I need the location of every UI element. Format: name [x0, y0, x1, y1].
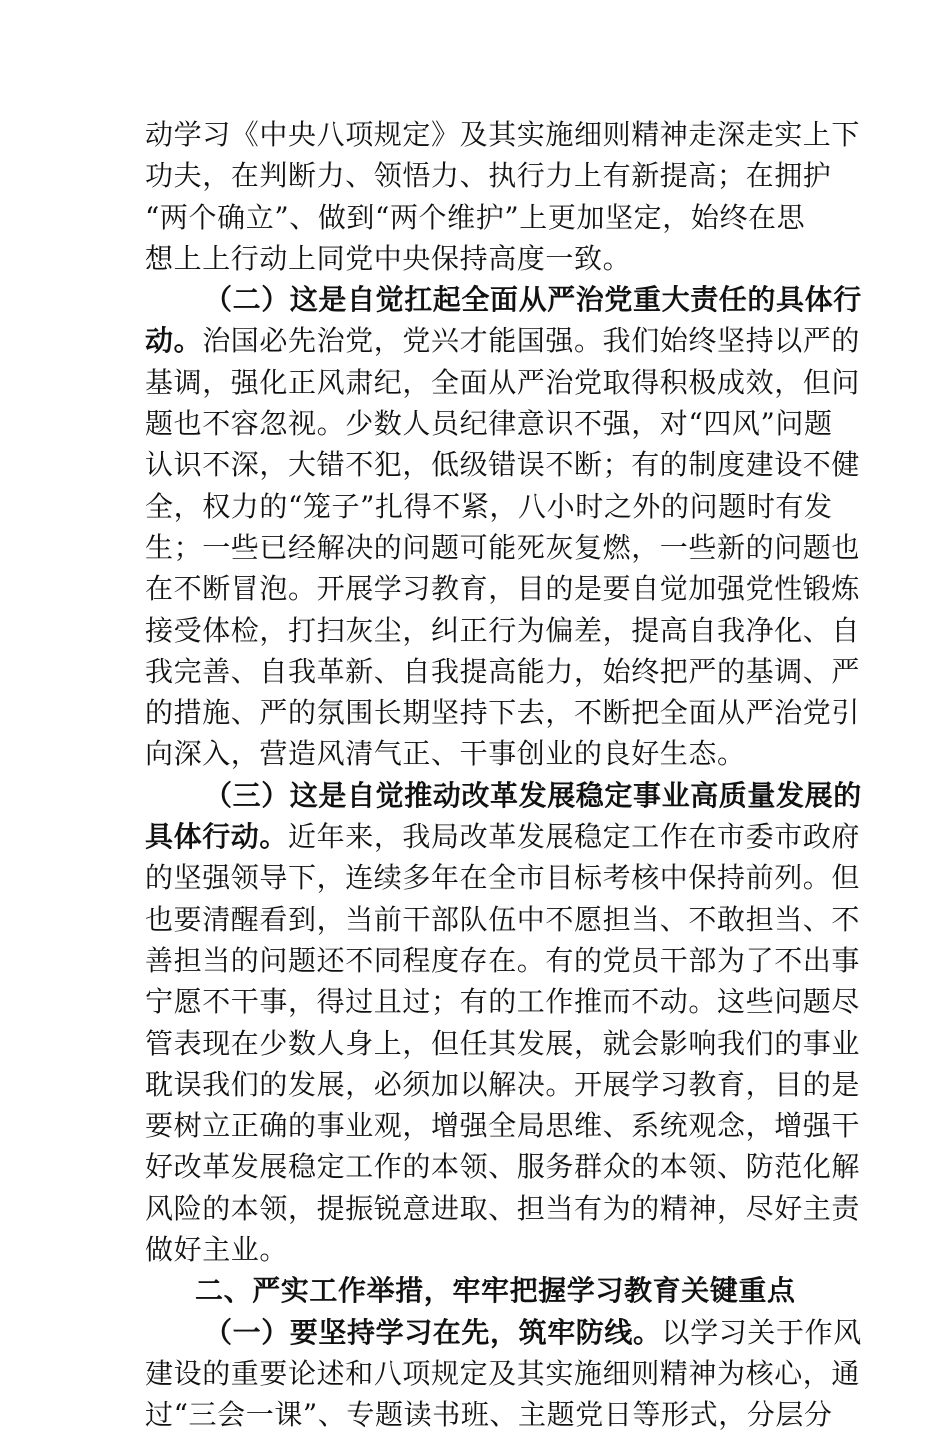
text-line: 好改革发展稳定工作的本领、服务群众的本领、防范化解 [145, 1150, 861, 1184]
text-run: 近年来，我局改革发展稳定工作在市委市政府 [288, 820, 861, 854]
text-line: 想上上行动上同党中央保持高度一致。 [145, 241, 632, 275]
text-line: 全，权力的“笼子”扎得不紧，八小时之外的问题时有发 [145, 489, 833, 523]
text-line: 我完善、自我革新、自我提高能力，始终把严的基调、严 [145, 654, 861, 688]
text-line: 管表现在少数人身上，但任其发展，就会影响我们的事业 [145, 1026, 861, 1060]
text-line: 风险的本领，提振锐意进取、担当有为的精神，尽好主责 [145, 1191, 861, 1225]
section-2-subheading: （二）这是自觉扛起全面从严治党重大责任的具体行 [204, 283, 862, 317]
text-line: 过“三会一课”、专题读书班、主题党日等形式，分层分 [145, 1398, 833, 1432]
section-3-subheading-end: 具体行动。 [145, 820, 289, 854]
text-line [145, 816, 861, 857]
text-line [145, 320, 861, 361]
text-line: 生；一些已经解决的问题可能死灰复燃，一些新的问题也 [145, 530, 861, 564]
text-line: 动学习《中央八项规定》及其实施细则精神走深走实上下 [145, 118, 861, 151]
text-line: 功夫，在判断力、领悟力、执行力上有新提高；在拥护 [145, 159, 832, 193]
text-line: 题也不容忽视。少数人员纪律意识不强，对“四风”问题 [145, 407, 833, 441]
section-heading: 二、严实工作举措，牢牢把握学习教育关键重点 [195, 1274, 796, 1308]
text-line: 基调，强化正风肃纪，全面从严治党取得积极成效，但问 [145, 365, 861, 399]
text-line: 向深入，营造风清气正、干事创业的良好生态。 [145, 737, 746, 771]
text-line: 的坚强领导下，连续多年在全市目标考核中保持前列。但 [145, 861, 861, 895]
text-run: 治国必先治党，党兴才能国强。我们始终坚持以严的 [202, 324, 861, 358]
paragraph-lead-line [145, 279, 862, 320]
text-line: 做好主业。 [145, 1233, 289, 1267]
text-line: 也要清醒看到，当前干部队伍中不愿担当、不敢担当、不 [145, 902, 861, 936]
paragraph-lead-line [145, 1312, 862, 1353]
text-line: 在不断冒泡。开展学习教育，目的是要自觉加强党性锻炼 [145, 572, 861, 606]
text-line: 认识不深，大错不犯，低级错误不断；有的制度建设不健 [145, 448, 861, 482]
text-line: 建设的重要论述和八项规定及其实施细则精神为核心，通 [145, 1356, 861, 1390]
text-line: 宁愿不干事，得过且过；有的工作推而不动。这些问题尽 [145, 985, 861, 1019]
document-body [145, 114, 862, 1436]
text-line: 接受体检，打扫灰尘，纠正行为偏差，提高自我净化、自 [145, 613, 861, 647]
section-2-subheading-end: 动。 [145, 324, 203, 358]
text-run: 以学习关于作风 [661, 1315, 862, 1349]
text-line: 善担当的问题还不同程度存在。有的党员干部为了不出事 [145, 943, 861, 977]
paragraph-lead-line [145, 775, 862, 816]
text-line: “两个确立”、做到“两个维护”上更加坚定，始终在思 [145, 200, 806, 234]
text-line: 要树立正确的事业观，增强全局思维、系统观念，增强干 [145, 1109, 861, 1143]
text-line: 耽误我们的发展，必须加以解决。开展学习教育，目的是 [145, 1067, 861, 1101]
subsection-1-subheading: （一）要坚持学习在先，筑牢防线。 [204, 1315, 662, 1349]
text-line: 的措施、严的氛围长期坚持下去，不断把全面从严治党引 [145, 696, 861, 730]
section-3-subheading: （三）这是自觉推动改革发展稳定事业高质量发展的 [204, 778, 862, 812]
